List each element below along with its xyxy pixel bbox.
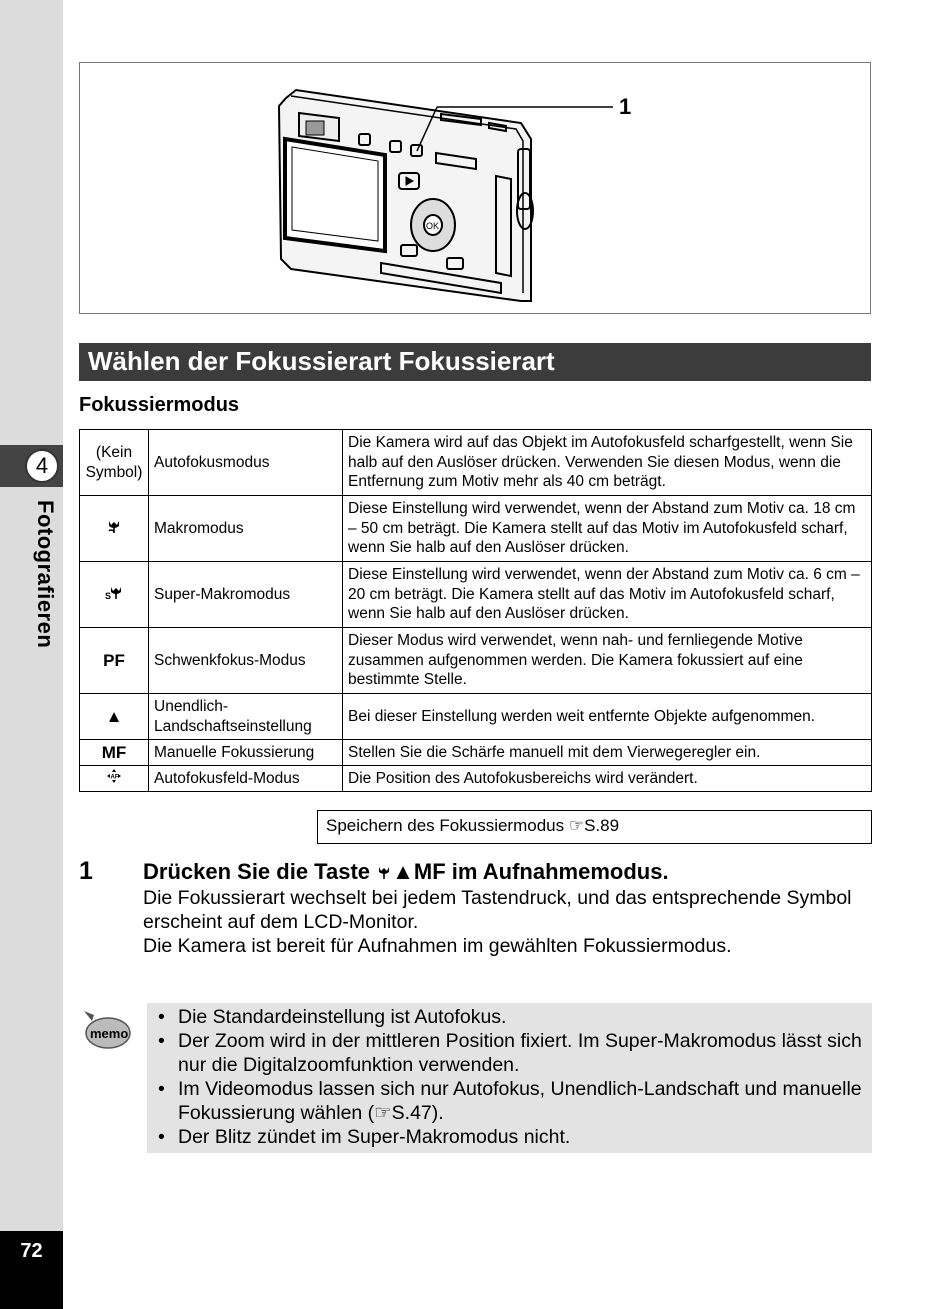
step-paragraph: Die Fokussierart wechselt bei jedem Tastendruck, und das entsprechende Symbol erscheint auf dem LCD-Monitor. xyxy=(143,887,852,933)
macro-tulip-icon xyxy=(376,863,392,881)
symbol-cell xyxy=(80,766,149,792)
description-cell: Die Kamera wird auf das Objekt im Autofokusfeld scharfgestellt, wenn Sie halb auf den Auslöser drücken. Verwenden Sie diesen Modus, wenn die Entfernung zum Motiv mehr als 40 cm beträgt. xyxy=(343,430,872,496)
table-row xyxy=(80,766,872,792)
svg-text:AF: AF xyxy=(110,774,119,781)
table-row xyxy=(80,740,872,766)
symbol-cell xyxy=(80,496,149,562)
table-row xyxy=(80,562,872,628)
symbol-cell: (Kein Symbol) xyxy=(80,430,149,496)
reference-box: Speichern des Fokussiermodus ☞S.89 xyxy=(317,810,872,844)
mode-cell: Super-Makromodus xyxy=(149,562,343,628)
step-heading-symbols: ▲MF xyxy=(392,859,446,884)
ok-button-icon: OK xyxy=(426,221,440,231)
page-number: 72 xyxy=(20,1240,43,1262)
table-row xyxy=(80,628,872,694)
mode-cell: Autofokusmodus xyxy=(149,430,343,496)
super-macro-icon xyxy=(105,584,123,600)
svg-text:memo: memo xyxy=(90,1026,129,1041)
focus-mode-table xyxy=(79,429,872,792)
step-number: 1 xyxy=(79,857,93,885)
mode-cell: Makromodus xyxy=(149,496,343,562)
mode-cell: Unendlich-Landschaftseinstellung xyxy=(149,694,343,740)
list-item: • Der Zoom wird in der mittleren Position fixiert. Im Super-Makromodus lässt sich nur die Digitalzoomfunktion verwenden. xyxy=(158,1029,868,1077)
step-body xyxy=(143,886,863,958)
memo-icon xyxy=(80,1007,132,1053)
description-cell: Die Position des Autofokusbereichs wird verändert. xyxy=(343,766,872,792)
mode-cell: Manuelle Fokussierung xyxy=(149,740,343,766)
af-area-icon xyxy=(106,768,122,784)
section-title: Wählen der Fokussierart Fokussierart xyxy=(88,346,555,376)
figure-frame xyxy=(79,62,871,314)
manual-focus-icon: MF xyxy=(80,740,149,766)
description-cell: Dieser Modus wird verwendet, wenn nah- und fernliegende Motive zusammen aufgenommen werden. Die Kamera fokussiert auf eine bestimmte Stelle. xyxy=(343,628,872,694)
table-row xyxy=(80,694,872,740)
list-item: • Die Standardeinstellung ist Autofokus. xyxy=(158,1005,868,1029)
memo-list xyxy=(158,1005,868,1149)
step-paragraph: Die Kamera ist bereit für Aufnahmen im gewählten Fokussiermodus. xyxy=(143,935,732,957)
callout-label: 1 xyxy=(619,94,632,119)
camera-illustration xyxy=(80,63,872,315)
mode-cell: Autofokusfeld-Modus xyxy=(149,766,343,792)
table-row xyxy=(80,496,872,562)
side-strip xyxy=(0,0,63,1309)
description-cell: Bei dieser Einstellung werden weit entfernte Objekte aufgenommen. xyxy=(343,694,872,740)
list-item: • Der Blitz zündet im Super-Makromodus nicht. xyxy=(158,1125,868,1149)
description-cell: Diese Einstellung wird verwendet, wenn der Abstand zum Motiv ca. 6 cm – 20 cm beträgt. Die Kamera stellt auf das Motiv im Autofokusfeld scharf, wenn Sie halb auf den Auslöser drücken. xyxy=(343,562,872,628)
svg-text:S: S xyxy=(105,590,112,600)
macro-tulip-icon xyxy=(106,518,122,534)
pan-focus-icon: PF xyxy=(80,628,149,694)
symbol-cell xyxy=(80,562,149,628)
list-item: • Im Videomodus lassen sich nur Autofokus, Unendlich-Landschaft und manuelle Fokussierung wählen (☞S.47). xyxy=(158,1077,868,1125)
chapter-title: Fotografieren xyxy=(33,500,58,649)
infinity-landscape-icon: ▲ xyxy=(80,694,149,740)
mode-cell: Schwenkfokus-Modus xyxy=(149,628,343,694)
table-row xyxy=(80,430,872,496)
subheading: Fokussiermodus xyxy=(79,394,240,416)
chapter-number: 4 xyxy=(25,449,59,483)
step-heading-pre: Drücken Sie die Taste xyxy=(143,859,377,884)
step-heading xyxy=(143,859,669,885)
step-heading-post: im Aufnahmemodus. xyxy=(445,859,669,884)
description-cell: Diese Einstellung wird verwendet, wenn der Abstand zum Motiv ca. 18 cm – 50 cm beträgt. Die Kamera stellt auf das Motiv im Autofokusfeld scharf, wenn Sie halb auf den Auslöser drücken. xyxy=(343,496,872,562)
description-cell: Stellen Sie die Schärfe manuell mit dem Vierwegeregler ein. xyxy=(343,740,872,766)
